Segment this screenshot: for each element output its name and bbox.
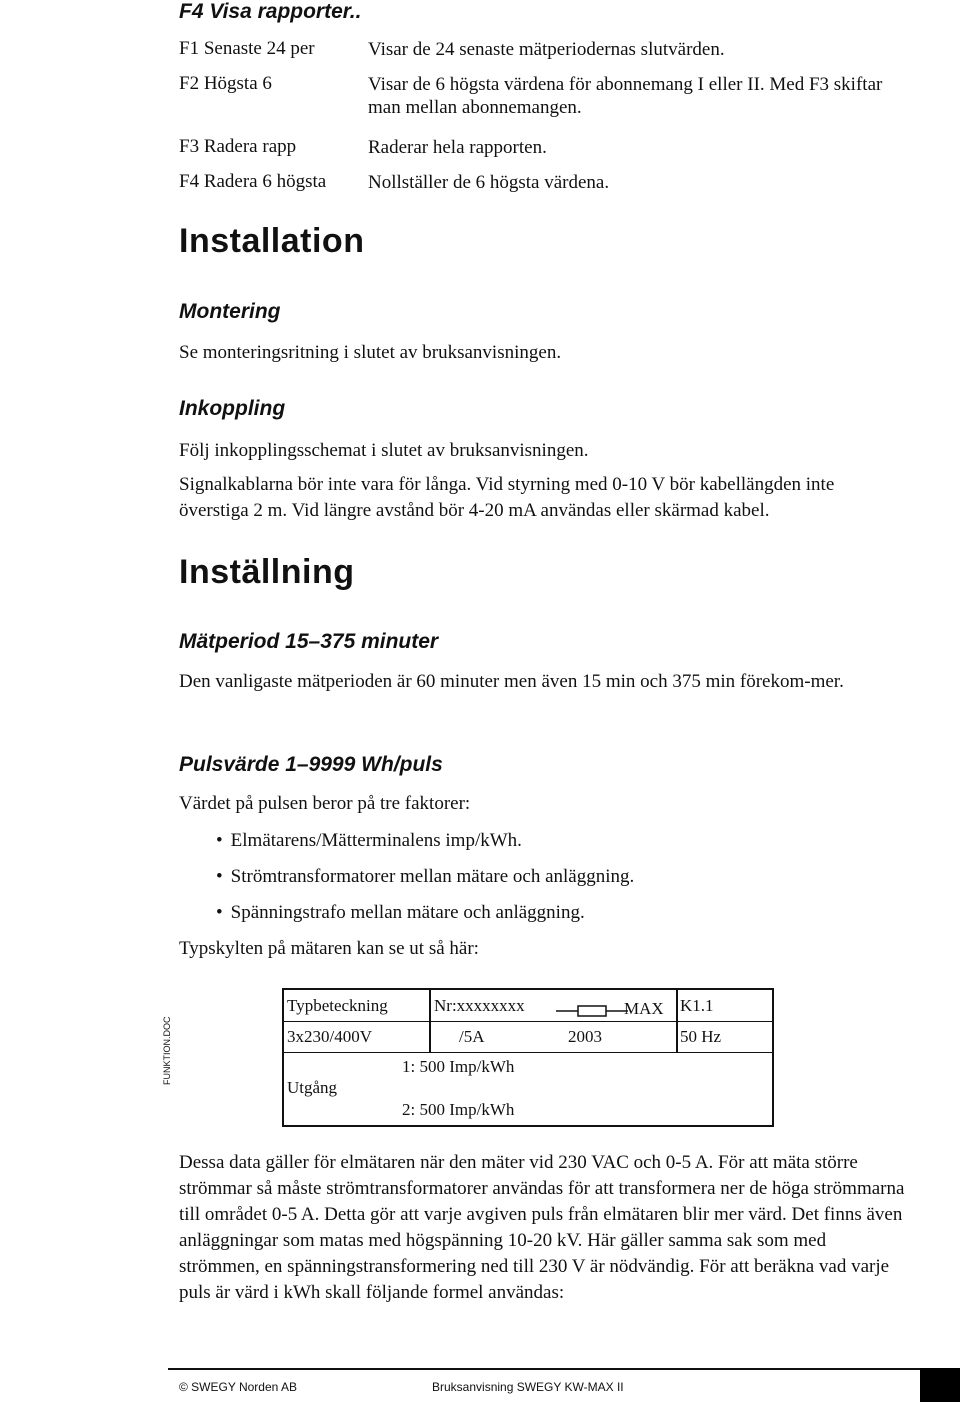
plate-intro: Typskylten på mätaren kan se ut så här: [179,938,479,959]
fuse-icon [556,1004,628,1018]
inkoppling-title: Inkoppling [179,397,286,420]
type-plate [282,988,774,1127]
footer-document-title: Bruksanvisning SWEGY KW-MAX II [432,1380,624,1394]
menu-desc-f2: Visar de 6 högsta värdena för abonnemang I eller II. Med F3 skiftar man mellan abonnemangen. [368,74,883,118]
bullet-item: • Strömtransformatorer mellan mätare och anläggning. [216,866,634,888]
montering-text: Se monteringsritning i slutet av bruksanvisningen. [179,342,562,363]
installation-title: Installation [179,222,365,260]
plate-utgang: Utgång [287,1078,338,1097]
menu-key-f2: F2 Högsta 6 [179,73,272,94]
menu-desc-f1: Visar de 24 senaste mätperiodernas slutvärden. [368,39,725,60]
matperiod-title: Mätperiod 15–375 minuter [179,630,439,653]
plate-divider [676,990,678,1052]
footer-block [920,1368,960,1402]
plate-year: 2003 [568,1027,602,1046]
plate-current: /5A [459,1027,485,1046]
menu-key-f1: F1 Senaste 24 per [179,38,315,59]
menu-desc-f4: Nollställer de 6 högsta värdena. [368,172,610,193]
menu-desc-f3: Raderar hela rapporten. [368,137,547,158]
inkoppling-text-2: Signalkablarna bör inte vara för långa. Vid styrning med 0-10 V bör kabellängden inte överstiga 2 m. Vid längre avstånd bör 4-20 mA användas eller skärmad kabel. [179,474,835,521]
plate-divider [429,990,431,1052]
side-label: FUNKTION.DOC [162,1016,172,1085]
menu-key-f3: F3 Radera rapp [179,136,297,157]
bullet-item: • Elmätarens/Mätterminalens imp/kWh. [216,830,522,852]
matperiod-text: Den vanligaste mätperioden är 60 minuter men även 15 min och 375 min förekom-mer. [179,671,844,692]
installning-title: Inställning [179,553,355,591]
footer-copyright: © SWEGY Norden AB [179,1380,298,1394]
pulsvarde-intro: Värdet på pulsen beror på tre faktorer: [179,793,471,814]
inkoppling-text-1: Följ inkopplingsschemat i slutet av bruksanvisningen. [179,440,589,461]
pulsvarde-title: Pulsvärde 1–9999 Wh/puls [179,753,443,776]
plate-max: MAX [624,999,664,1018]
footer-rule [168,1368,960,1370]
bullet-item: • Spänningstrafo mellan mätare och anläggning. [216,902,585,924]
plate-out-1: 1: 500 Imp/kWh [402,1057,515,1076]
closing-paragraph: Dessa data gäller för elmätaren när den mäter vid 230 VAC och 0-5 A. För att mäta större strömmar så måste strömtransformatorer användas för att transformera ner de höga strömmarna till området 0-5 A. Detta gör att varje avgiven puls från elmätaren blir mer värd. Det finns även anläggningar som matas med högspänning 10-20 kV. Här gäller samma sak som med strömmen, en spänningstransformering ned till 230 V är nödvändig. För att beräkna vad varje puls är värd i kWh skall följande formel användas: [179,1152,905,1303]
plate-voltage: 3x230/400V [287,1027,372,1046]
montering-title: Montering [179,300,281,323]
plate-freq: 50 Hz [680,1027,722,1046]
plate-typbeteckning: Typbeteckning [287,996,388,1015]
section-heading: F4 Visa rapporter.. [179,0,362,23]
plate-k: K1.1 [680,996,714,1015]
plate-out-2: 2: 500 Imp/kWh [402,1100,515,1119]
plate-nr: Nr:xxxxxxxx [434,996,525,1015]
menu-key-f4: F4 Radera 6 högsta [179,171,327,192]
